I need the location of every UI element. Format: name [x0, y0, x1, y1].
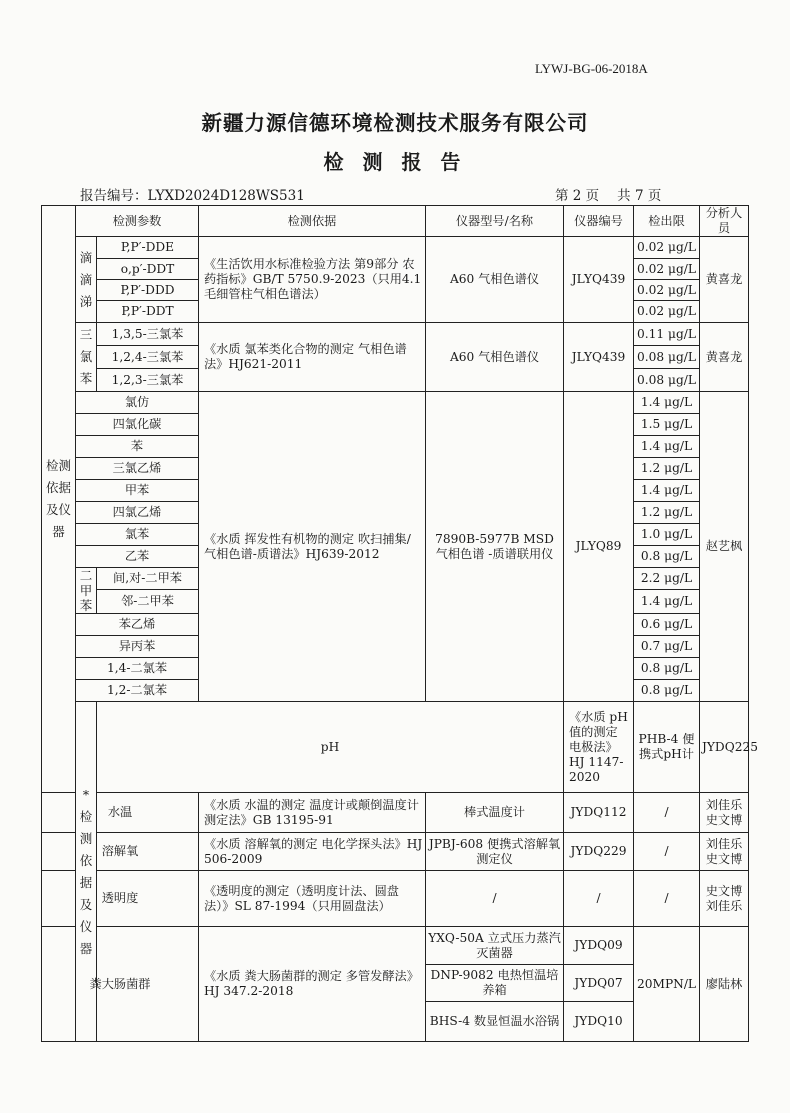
- param-cell: 苯: [76, 436, 199, 458]
- instrument-model: 7890B-5977B MSD: [435, 531, 554, 546]
- col-analyst: 分析人员: [700, 206, 749, 237]
- param-cell: 1,3,5-三氯苯: [97, 323, 199, 346]
- table-row: [42, 793, 749, 833]
- col-param: 检测参数: [76, 206, 199, 237]
- instrument-cell: A60 气相色谱仪: [426, 323, 564, 392]
- method-cell: 《水质 粪大肠菌群的测定 多管发酵法》HJ 347.2-2018: [199, 927, 426, 1042]
- param-cell: 透明度: [42, 871, 199, 927]
- method-cell: 《水质 溶解氧的测定 电化学探头法》HJ 506-2009: [199, 833, 426, 871]
- param-cell: 粪大肠菌群: [42, 927, 199, 1042]
- limit-cell: 1.4 μg/L: [634, 480, 700, 502]
- inst-no-cell: JYDQ10: [564, 1002, 634, 1042]
- param-cell: 甲苯: [76, 480, 199, 502]
- section2-label: *检测依据及仪器: [76, 702, 97, 1042]
- param-cell: pH: [97, 702, 564, 793]
- param-cell: 邻-二甲苯: [97, 590, 199, 614]
- inst-no-cell: JYDQ112: [564, 793, 634, 833]
- limit-cell: 1.2 μg/L: [634, 502, 700, 524]
- table-row: [42, 702, 749, 793]
- page-total: 共 7 页: [617, 188, 662, 204]
- instrument-cell: JPBJ-608 便携式溶解氧测定仪: [426, 833, 564, 871]
- instrument-cell: A60 气相色谱仪: [426, 237, 564, 323]
- limit-cell: 0.02 μg/L: [634, 259, 700, 280]
- table-header-row: [42, 206, 749, 237]
- page-indicator: [555, 184, 679, 204]
- analyst-cell: 史文博 刘佳乐: [700, 871, 749, 927]
- limit-cell: 0.02 μg/L: [634, 280, 700, 301]
- method-cell: 《水质 挥发性有机物的测定 吹扫捕集/气相色谱-质谱法》HJ639-2012: [199, 392, 426, 702]
- analyst-cell: 刘佳乐 史文博: [700, 793, 749, 833]
- analyst-cell: 赵艺枫: [700, 392, 749, 702]
- col-inst-no: 仪器编号: [564, 206, 634, 237]
- col-limit: 检出限: [634, 206, 700, 237]
- company-name: 新疆力源信德环境检测技术服务有限公司: [201, 111, 589, 135]
- report-title: 检 测 报 告: [323, 150, 467, 174]
- table-row: [42, 323, 749, 346]
- limit-cell: 1.4 μg/L: [634, 590, 700, 614]
- instrument-cell: BHS-4 数显恒温水浴锅: [426, 1002, 564, 1042]
- inst-no-cell: /: [564, 871, 634, 927]
- limit-cell: 1.4 μg/L: [634, 392, 700, 414]
- method-cell: 《透明度的测定（透明度计法、圆盘法）》SL 87-1994（只用圆盘法）: [199, 871, 426, 927]
- param-cell: 四氯乙烯: [76, 502, 199, 524]
- limit-cell: 0.8 μg/L: [634, 658, 700, 680]
- param-cell: o,p′-DDT: [97, 259, 199, 280]
- section1-label: 检测依据及仪器: [42, 206, 76, 793]
- param-cell: 氯苯: [76, 524, 199, 546]
- param-cell: P,P′-DDE: [97, 237, 199, 259]
- inst-no-cell: JLYQ89: [564, 392, 634, 702]
- param-cell: 1,2,4-三氯苯: [97, 346, 199, 369]
- limit-cell: 0.8 μg/L: [634, 680, 700, 702]
- instrument-cell: DNP-9082 电热恒温培养箱: [426, 965, 564, 1002]
- instrument-cell: [426, 392, 564, 702]
- param-cell: 乙苯: [76, 546, 199, 568]
- param-cell: P,P′-DDD: [97, 280, 199, 301]
- param-cell: 1,2,3-三氯苯: [97, 369, 199, 392]
- param-cell: 溶解氧: [42, 833, 199, 871]
- table-row: [42, 237, 749, 259]
- inst-no-cell: JYDQ229: [564, 833, 634, 871]
- tcb-group: 三氯苯: [76, 323, 97, 392]
- report-number-label: 报告编号：: [80, 188, 148, 204]
- xylene-group: 二甲苯: [76, 568, 97, 614]
- table-row: [42, 871, 749, 927]
- limit-cell: 1.2 μg/L: [634, 458, 700, 480]
- inst-no-cell: JYDQ09: [564, 927, 634, 965]
- param-cell: 苯乙烯: [76, 614, 199, 636]
- report-number-value: LYXD2024D128WS531: [147, 188, 305, 204]
- method-cell: 《水质 氯苯类化合物的测定 气相色谱法》HJ621-2011: [199, 323, 426, 392]
- report-table: [41, 205, 758, 1042]
- limit-cell: /: [634, 833, 700, 871]
- ddt-group: 滴滴涕: [76, 237, 97, 323]
- document-code: LYWJ-BG-06-2018A: [535, 61, 648, 76]
- param-cell: 1,4-二氯苯: [76, 658, 199, 680]
- page-current: 第 2 页: [555, 188, 600, 204]
- col-instrument: 仪器型号/名称: [426, 206, 564, 237]
- param-cell: 氯仿: [76, 392, 199, 414]
- method-cell: 《水质 水温的测定 温度计或颠倒温度计测定法》GB 13195-91: [199, 793, 426, 833]
- method-cell: 《水质 pH值的测定 电极法》HJ 1147-2020: [564, 702, 634, 793]
- limit-cell: 0.02 μg/L: [634, 237, 700, 259]
- instrument-name: 气相色谱 -质谱联用仪: [435, 546, 554, 561]
- instrument-cell: /: [426, 871, 564, 927]
- instrument-cell: 棒式温度计: [426, 793, 564, 833]
- limit-cell: /: [634, 871, 700, 927]
- method-cell: 《生活饮用水标准检验方法 第9部分 农药指标》GB/T 5750.9-2023（只用4.1毛细管柱气相色谱法）: [199, 237, 426, 323]
- analyst-cell: 黄喜龙: [700, 323, 749, 392]
- limit-cell: 0.8 μg/L: [634, 546, 700, 568]
- analyst-cell: 廖陆林: [700, 927, 749, 1042]
- limit-cell: 0.02 μg/L: [634, 301, 700, 323]
- limit-cell: 2.2 μg/L: [634, 568, 700, 590]
- param-cell: 水温: [42, 793, 199, 833]
- limit-cell: 0.11 μg/L: [634, 323, 700, 346]
- table-row: [42, 392, 749, 414]
- param-cell: 三氯乙烯: [76, 458, 199, 480]
- table-row: [42, 927, 749, 965]
- limit-cell: 0.08 μg/L: [634, 346, 700, 369]
- limit-cell: 1.5 μg/L: [634, 414, 700, 436]
- param-cell: 1,2-二氯苯: [76, 680, 199, 702]
- param-cell: 间,对-二甲苯: [97, 568, 199, 590]
- limit-cell: 0.08 μg/L: [634, 369, 700, 392]
- report-number: [80, 184, 305, 204]
- limit-cell: 1.0 μg/L: [634, 524, 700, 546]
- inst-no-cell: JYDQ225: [700, 702, 749, 793]
- param-cell: P,P′-DDT: [97, 301, 199, 323]
- inst-no-cell: JYDQ07: [564, 965, 634, 1002]
- inst-no-cell: JLYQ439: [564, 323, 634, 392]
- limit-cell: 1.4 μg/L: [634, 436, 700, 458]
- param-cell: 四氯化碳: [76, 414, 199, 436]
- limit-cell: 20MPN/L: [634, 927, 700, 1042]
- limit-cell: 0.7 μg/L: [634, 636, 700, 658]
- instrument-cell: PHB-4 便携式pH计: [634, 702, 700, 793]
- table-row: [42, 833, 749, 871]
- param-cell: 异丙苯: [76, 636, 199, 658]
- inst-no-cell: JLYQ439: [564, 237, 634, 323]
- analyst-cell: 黄喜龙: [700, 237, 749, 323]
- col-method: 检测依据: [199, 206, 426, 237]
- limit-cell: 0.6 μg/L: [634, 614, 700, 636]
- instrument-cell: YXQ-50A 立式压力蒸汽灭菌器: [426, 927, 564, 965]
- seal-stamp: [768, 580, 790, 750]
- limit-cell: /: [634, 793, 700, 833]
- analyst-cell: 刘佳乐 史文博: [700, 833, 749, 871]
